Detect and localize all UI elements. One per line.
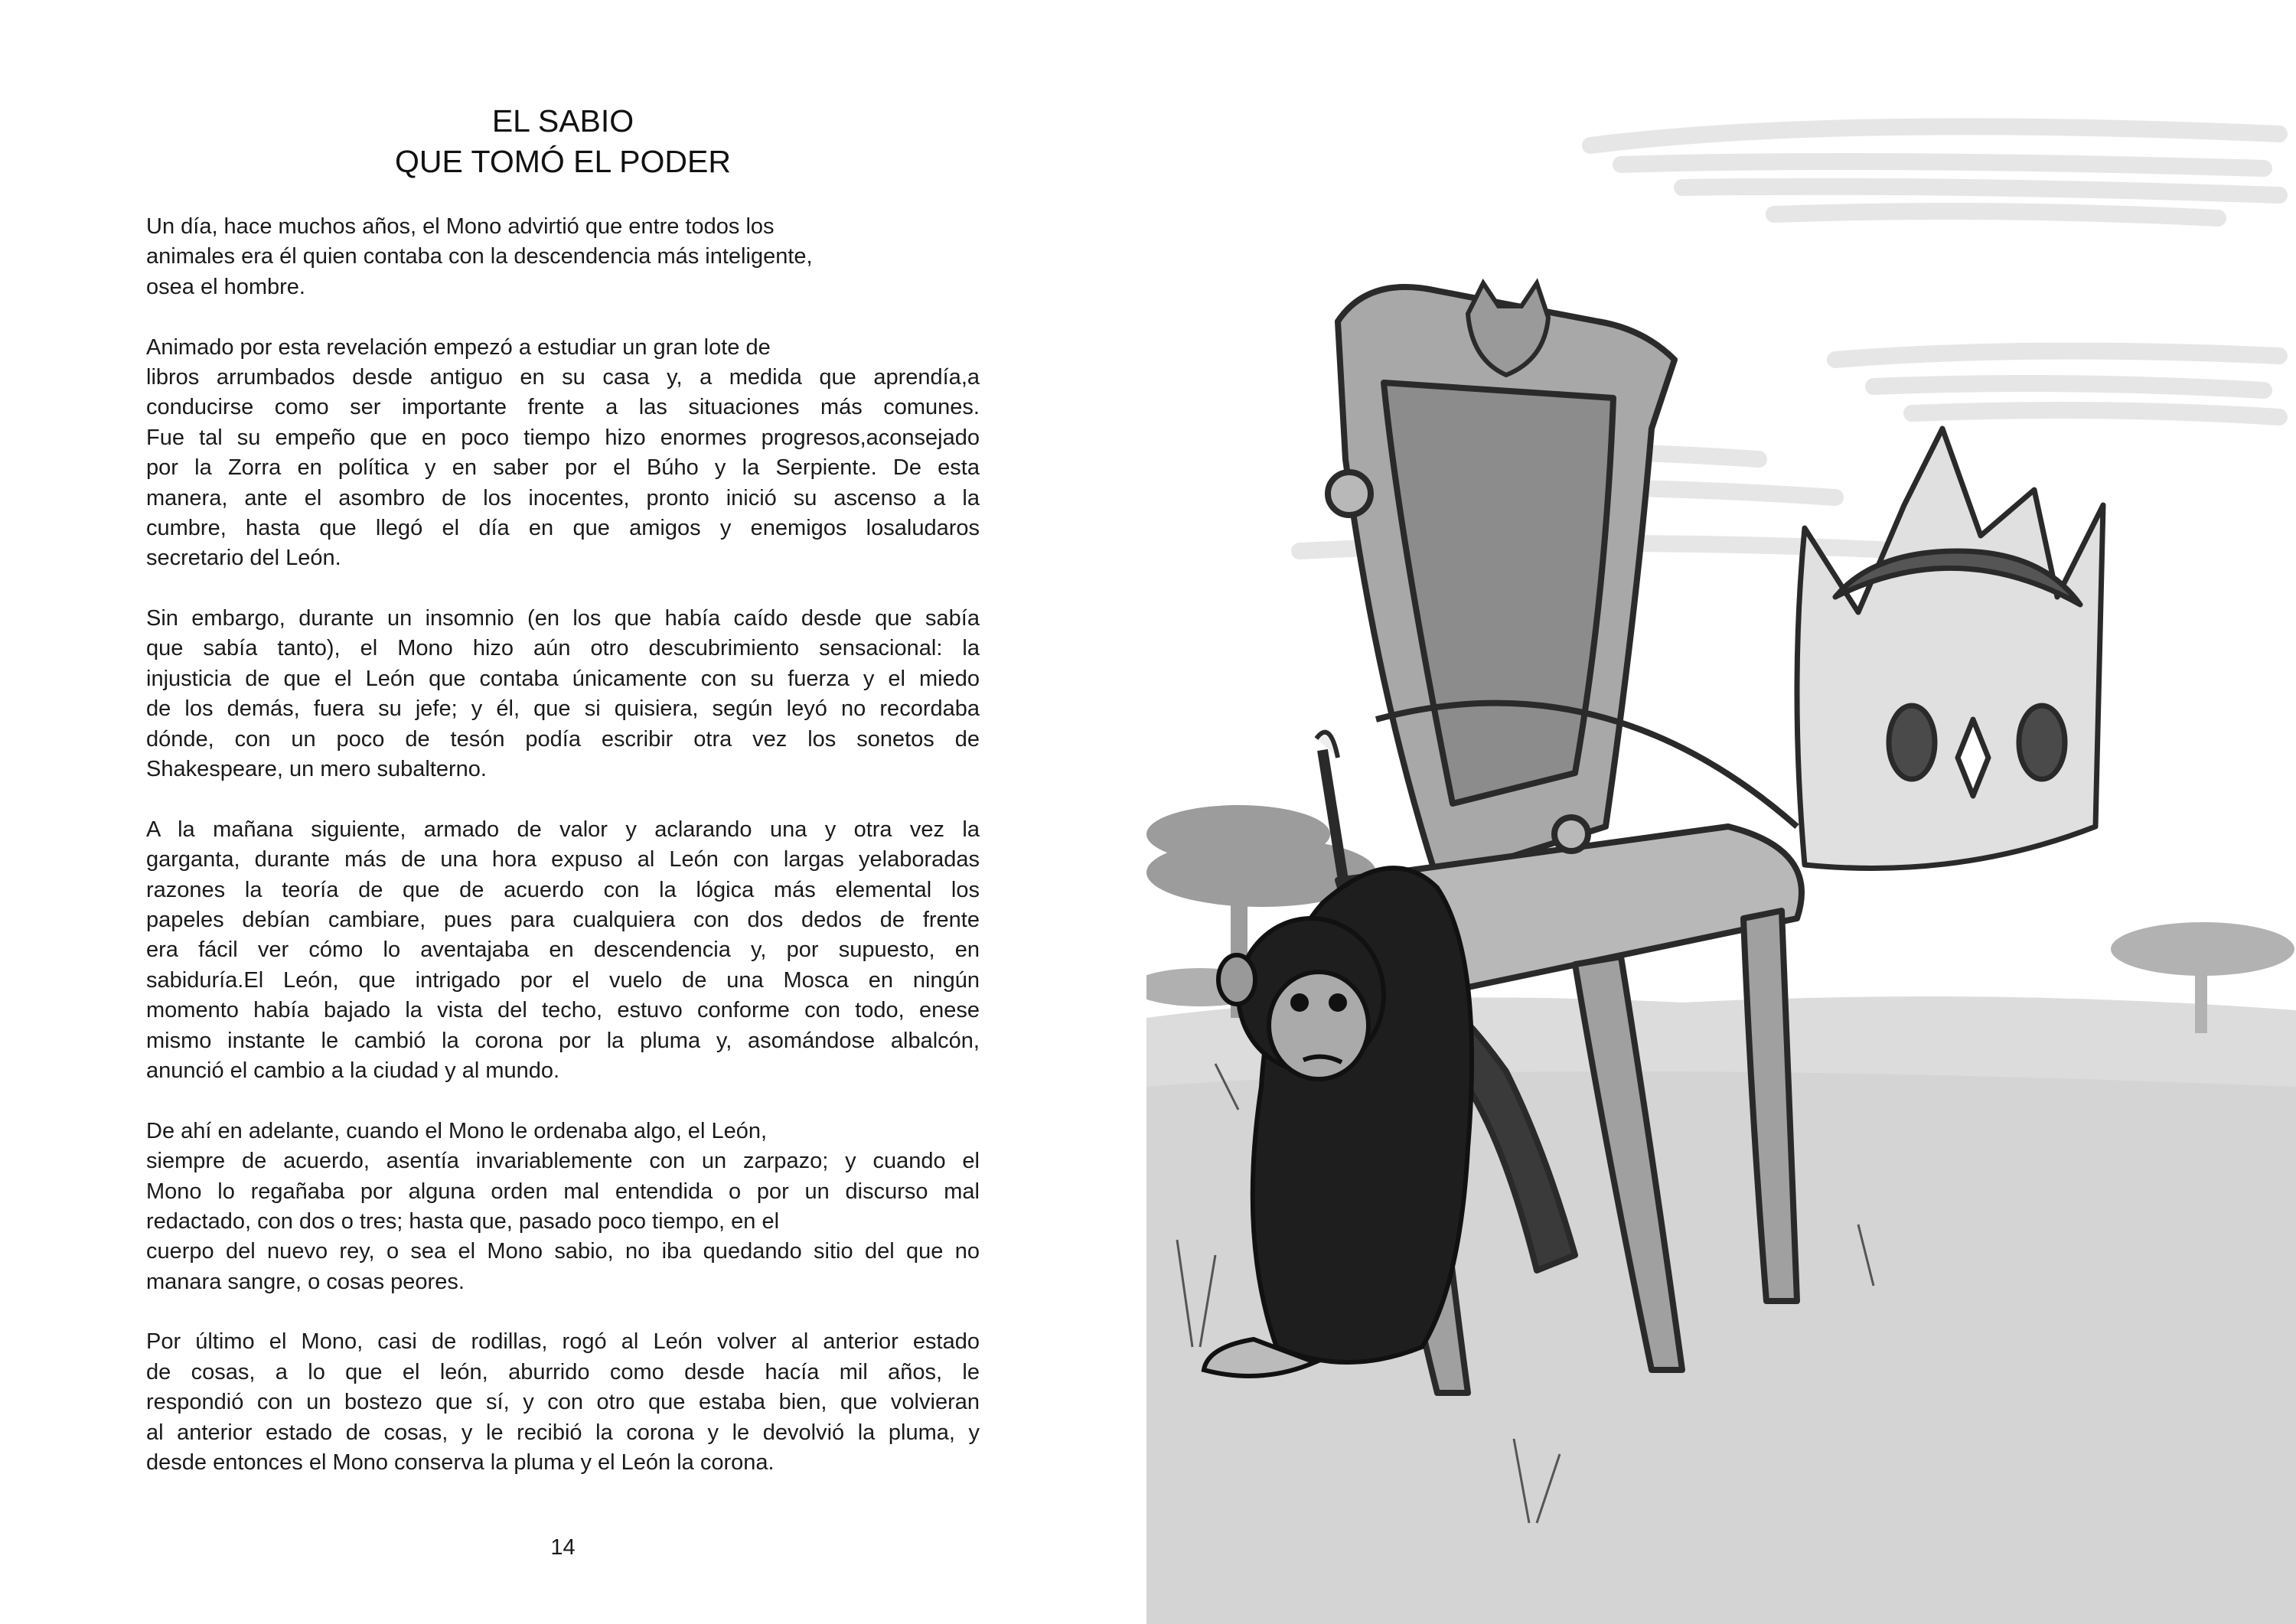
text-line: mismo instante le cambió la corona por la pluma y, asomándose albalcón, [146, 1028, 980, 1053]
text-line: manera, ante el asombro de los inocentes, pronto inició su ascenso a la [146, 485, 980, 510]
text-line: sabiduría.El León, que intrigado por el vuelo de una Mosca en ningún [146, 967, 980, 993]
text-line: de cosas, a lo que el león, aburrido como desde hacía mil años, le [146, 1359, 980, 1384]
text-line: papeles debían cambiare, pues para cualquiera con dos dedos de frente [146, 907, 980, 932]
text-line: animales era él quien contaba con la descendencia más inteligente, [146, 244, 813, 269]
paragraph [146, 604, 980, 784]
paragraph [146, 212, 980, 302]
text-line: respondió con un bostezo que sí, y con otro que estaba bien, que volvieran [146, 1390, 980, 1415]
text-line: secretario del León. [146, 546, 341, 571]
title-line-2: QUE TOMÓ EL PODER [395, 144, 731, 179]
text-line: Shakespeare, un mero subalterno. [146, 757, 487, 782]
text-line: Mono lo regañaba por alguna orden mal entendida o por un discurso mal [146, 1179, 980, 1204]
text-line: injusticia de que el León que contaba únicamente con su fuerza y el miedo [146, 666, 980, 691]
page-number: 14 [550, 1535, 576, 1560]
text-line: libros arrumbados desde antiguo en su casa y, a medida que aprendía,a [146, 364, 980, 390]
page-title [146, 101, 980, 182]
text-line: Por último el Mono, casi de rodillas, rogó al León volver al anterior estado [146, 1329, 980, 1355]
text-line: osea el hombre. [146, 274, 305, 299]
text-line: siempre de acuerdo, asentía invariablemente con un zarpazo; y cuando el [146, 1149, 980, 1174]
text-line: manara sangre, o cosas peores. [146, 1269, 465, 1294]
paragraph [146, 815, 980, 1087]
text-line: Un día, hace muchos años, el Mono advirtió que entre todos los [146, 214, 775, 239]
text-line: de los demás, fuera su jefe; y él, que si quisiera, según leyó no recordaba [146, 696, 980, 722]
illustration-page [1146, 0, 2296, 1624]
text-line: era fácil ver cómo lo aventajaba en descendencia y, por supuesto, en [146, 938, 980, 963]
text-line: razones la teoría de que de acuerdo con la lógica más elemental los [146, 877, 980, 902]
text-line: por la Zorra en política y en saber por el Búho y la Serpiente. De esta [146, 455, 980, 481]
story-body [146, 212, 980, 1508]
text-line: A la mañana siguiente, armado de valor y aclarando una y otra vez la [146, 817, 980, 842]
text-line: cuerpo del nuevo rey, o sea el Mono sabio, no iba quedando sitio del que no [146, 1239, 980, 1264]
text-line: al anterior estado de cosas, y le recibió la corona y le devolvió la pluma, y [146, 1420, 980, 1445]
text-line: momento había bajado la vista del techo, estuvo conforme con todo, enese [146, 998, 980, 1023]
text-line: garganta, durante más de una hora expuso al León con largas yelaboradas [146, 847, 980, 872]
text-line: Animado por esta revelación empezó a estudiar un gran lote de [146, 334, 771, 360]
text-line: desde entonces el Mono conserva la pluma y el León la corona. [146, 1450, 775, 1476]
text-page [0, 0, 1146, 1624]
text-line: anunció el cambio a la ciudad y al mundo. [146, 1058, 560, 1083]
text-line: De ahí en adelante, cuando el Mono le ordenaba algo, el León, [146, 1118, 768, 1143]
paragraph [146, 333, 980, 574]
text-line: Sin embargo, durante un insomnio (en los que había caído desde que sabía [146, 606, 980, 631]
text-line: que sabía tanto), el Mono hizo aún otro descubrimiento sensacional: la [146, 636, 980, 661]
paragraph [146, 1117, 980, 1297]
text-line: redactado, con dos o tres; hasta que, pasado poco tiempo, en el [146, 1208, 780, 1234]
text-line: Fue tal su empeño que en poco tiempo hizo enormes progresos,aconsejado [146, 425, 980, 450]
text-line: cumbre, hasta que llegó el día en que amigos y enemigos losaludaros [146, 515, 980, 540]
paragraph [146, 1327, 980, 1478]
text-line: dónde, con un poco de tesón podía escribir otra vez los sonetos de [146, 726, 980, 752]
illustration-monkey-throne [1146, 0, 2296, 1624]
title-line-1: EL SABIO [491, 103, 634, 139]
text-line: conducirse como ser importante frente a las situaciones más comunes. [146, 395, 980, 420]
